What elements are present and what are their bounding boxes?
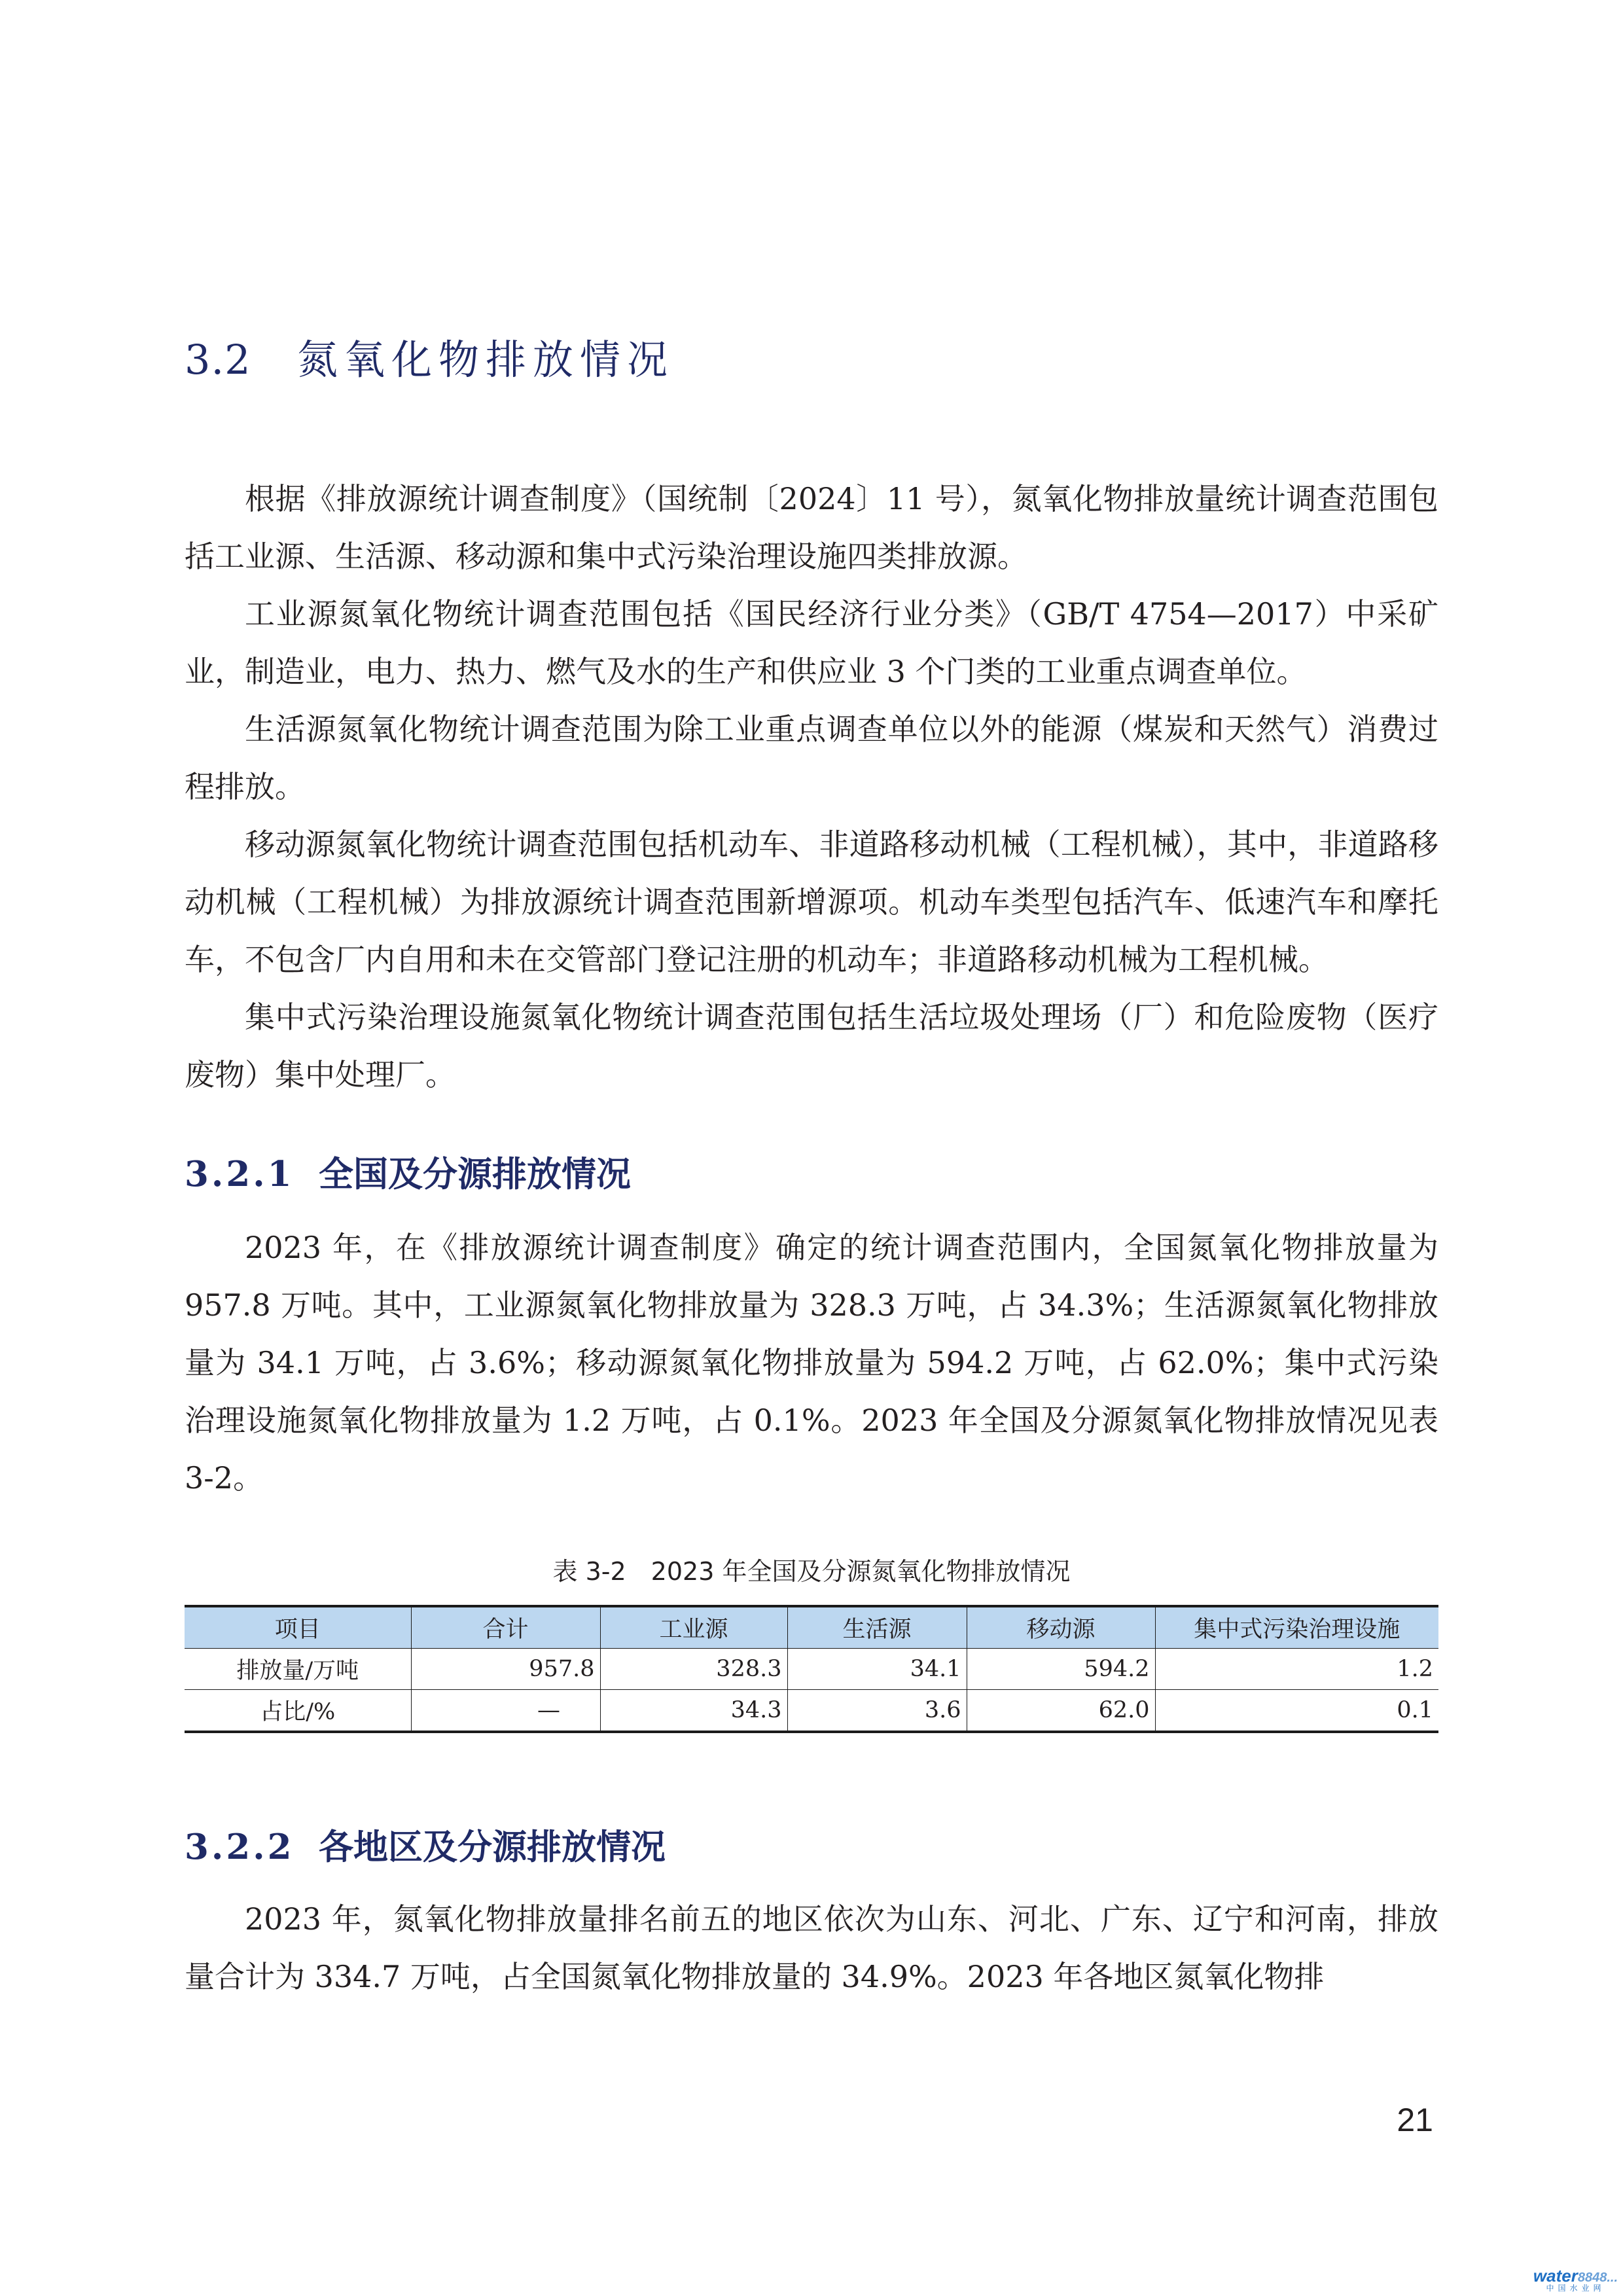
paragraph-mobile: 移动源氮氧化物统计调查范围包括机动车、非道路移动机械（工程机械），其中，非道路移动机械（工程机械）为排放源统计调查范围新增源项。机动车类型包括汽车、低速汽车和摩托车，不包含厂内自用和未在交管部门登记注册的机动车；非道路移动机械为工程机械。 <box>185 827 1438 977</box>
table-cell: 957.8 <box>411 1649 600 1690</box>
paragraph-regional-emissions: 2023 年，氮氧化物排放量排名前五的地区依次为山东、河北、广东、辽宁和河南，排放量合计为 334.7 万吨，占全国氮氧化物排放量的 34.9%。2023 年各地区氮氧化物排 <box>185 1901 1438 1994</box>
table-caption-label: 表 3-2 <box>552 1557 626 1586</box>
subsection-heading-national <box>185 1147 631 1196</box>
table-header-cell: 生活源 <box>787 1606 967 1649</box>
table-cell: 328.3 <box>600 1649 787 1690</box>
subsection-number: 3.2.1 <box>185 1154 294 1194</box>
subsection-title: 全国及分源排放情况 <box>319 1154 631 1194</box>
watermark-site-name: 中国水业网 <box>1546 2284 1605 2293</box>
table-cell: 3.6 <box>787 1690 967 1732</box>
table-header-row <box>185 1606 1438 1649</box>
paragraph-scope: 根据《排放源统计调查制度》（国统制〔2024〕11 号），氮氧化物排放量统计调查范围包括工业源、生活源、移动源和集中式污染治理设施四类排放源。 <box>185 481 1438 574</box>
table-header-cell: 集中式污染治理设施 <box>1155 1606 1438 1649</box>
table-header-cell: 合计 <box>411 1606 600 1649</box>
page-number: 21 <box>1397 2102 1433 2138</box>
subsection-number: 3.2.2 <box>185 1827 294 1867</box>
table-cell: 62.0 <box>967 1690 1155 1732</box>
table-header-cell: 工业源 <box>600 1606 787 1649</box>
paragraph-national-emissions: 2023 年，在《排放源统计调查制度》确定的统计调查范围内，全国氮氧化物排放量为 957.8 万吨。其中，工业源氮氧化物排放量为 328.3 万吨，占 34.3%；生活源氮氧化物排放量为 34.1 万吨，占 3.6%；移动源氮氧化物排放量为 594.2 万吨，占 62.0%；集中式污染治理设施氮氧化物排放量为 1.2 万吨，占 0.1%。2023 年全国及分源氮氧化物排放情况见表 3-2。 <box>185 1230 1438 1496</box>
watermark-brand-word: water <box>1533 2266 1578 2286</box>
table-cell: 排放量/万吨 <box>185 1649 411 1690</box>
table-cell: 34.1 <box>787 1649 967 1690</box>
paragraph-industrial: 工业源氮氧化物统计调查范围包括《国民经济行业分类》（GB/T 4754—2017）中采矿业，制造业，电力、热力、燃气及水的生产和供应业 3 个门类的工业重点调查单位。 <box>185 596 1438 689</box>
table-cell: 0.1 <box>1155 1690 1438 1732</box>
paragraph-domestic: 生活源氮氧化物统计调查范围为除工业重点调查单位以外的能源（煤炭和天然气）消费过程排放。 <box>185 711 1438 804</box>
table-cell: 594.2 <box>967 1649 1155 1690</box>
table-row <box>185 1690 1438 1732</box>
table-cell: 占比/% <box>185 1690 411 1732</box>
subsection-title: 各地区及分源排放情况 <box>319 1827 666 1867</box>
table-cell: 34.3 <box>600 1690 787 1732</box>
watermark-brand <box>1533 2267 1618 2284</box>
table-caption <box>185 1551 1438 1587</box>
section-number: 3.2 <box>185 336 251 384</box>
table-caption-title: 2023 年全国及分源氮氧化物排放情况 <box>651 1557 1071 1586</box>
paragraph-centralized: 集中式污染治理设施氮氧化物统计调查范围包括生活垃圾处理场（厂）和危险废物（医疗废物）集中处理厂。 <box>185 999 1438 1092</box>
watermark-brand-number: 8848 <box>1577 2270 1607 2285</box>
watermark-logo <box>1533 2267 1618 2292</box>
table-cell: — <box>411 1690 600 1732</box>
section-title: 氮氧化物排放情况 <box>297 336 675 384</box>
section-heading <box>185 327 674 386</box>
table-cell: 1.2 <box>1155 1649 1438 1690</box>
table-header-cell: 项目 <box>185 1606 411 1649</box>
table-row <box>185 1649 1438 1690</box>
emissions-table <box>185 1605 1438 1733</box>
table-header-cell: 移动源 <box>967 1606 1155 1649</box>
watermark-brand-dots: ... <box>1607 2270 1618 2285</box>
subsection-heading-regional <box>185 1820 666 1869</box>
